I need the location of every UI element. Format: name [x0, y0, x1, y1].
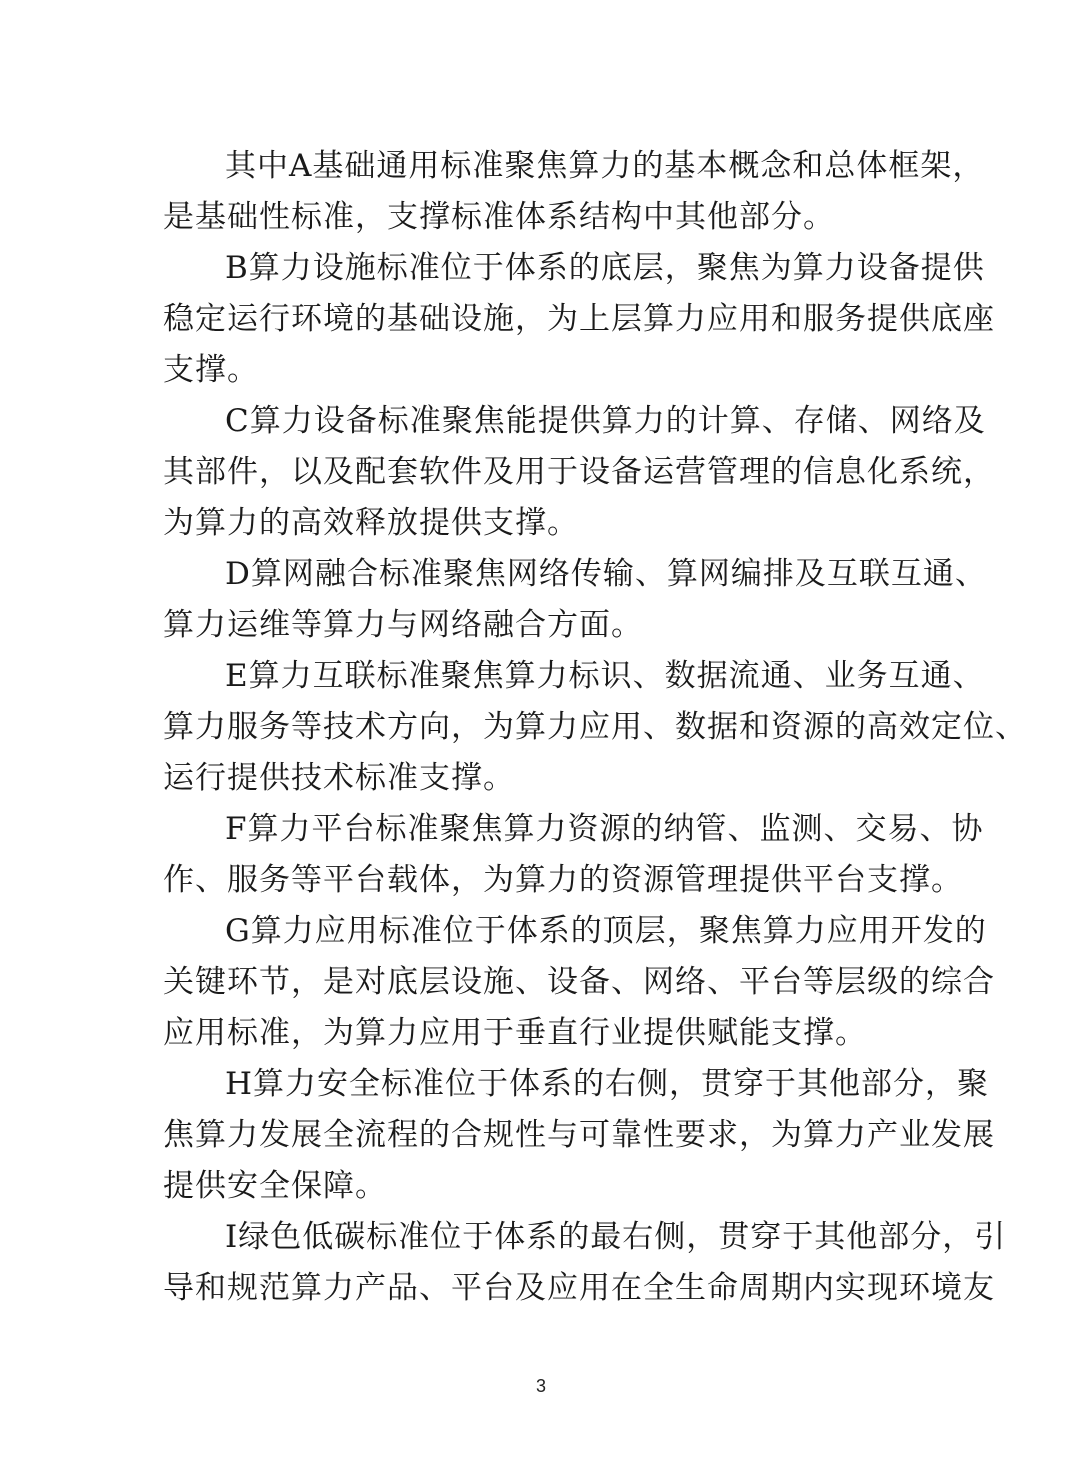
paragraph-line: D算网融合标准聚焦网络传输、算网编排及互联互通、 [225, 556, 987, 592]
paragraph-line: C算力设备标准聚焦能提供算力的计算、存储、网络及 [225, 403, 986, 439]
paragraph-line: 算力服务等技术方向，为算力应用、数据和资源的高效定位、 [163, 709, 1027, 745]
paragraph-line: E算力互联标准聚焦算力标识、数据流通、业务互通、 [225, 658, 985, 694]
paragraph-h [163, 1059, 995, 1212]
paragraph-line: 其中A基础通用标准聚焦算力的基本概念和总体框架， [225, 148, 985, 184]
paragraph-line: 支撑。 [163, 352, 259, 388]
paragraph-line: 焦算力发展全流程的合规性与可靠性要求，为算力产业发展 [163, 1117, 995, 1153]
paragraph-line: 应用标准，为算力应用于垂直行业提供赋能支撑。 [163, 1015, 867, 1051]
paragraph-line: 关键环节，是对底层设施、设备、网络、平台等层级的综合 [163, 964, 995, 1000]
page-number: 3 [535, 1376, 546, 1396]
paragraph-line: 其部件，以及配套软件及用于设备运营管理的信息化系统， [163, 454, 995, 490]
paragraph-d [163, 549, 987, 651]
paragraph-line: I绿色低碳标准位于体系的最右侧，贯穿于其他部分，引 [225, 1219, 1007, 1255]
paragraph-b [163, 243, 995, 396]
paragraph-line: F算力平台标准聚焦算力资源的纳管、监测、交易、协 [225, 811, 984, 847]
paragraph-line: H算力安全标准位于体系的右侧，贯穿于其他部分，聚 [225, 1066, 990, 1102]
paragraph-line: 作、服务等平台载体，为算力的资源管理提供平台支撑。 [163, 862, 963, 898]
paragraph-line: 导和规范算力产品、平台及应用在全生命周期内实现环境友 [163, 1270, 995, 1306]
paragraph-line: 提供安全保障。 [163, 1168, 387, 1204]
paragraph-line: 是基础性标准，支撑标准体系结构中其他部分。 [163, 199, 835, 235]
paragraph-line: 稳定运行环境的基础设施，为上层算力应用和服务提供底座 [163, 301, 995, 337]
paragraph-e [163, 651, 1027, 804]
paragraph-g [163, 906, 995, 1059]
paragraph-line: 运行提供技术标准支撑。 [163, 760, 515, 796]
paragraph-line: 为算力的高效释放提供支撑。 [163, 505, 579, 541]
body-text [163, 141, 1027, 1314]
paragraph-f [163, 804, 984, 906]
paragraph-line: B算力设施标准位于体系的底层，聚焦为算力设备提供 [225, 250, 985, 286]
paragraph-line: G算力应用标准位于体系的顶层，聚焦算力应用开发的 [225, 913, 987, 949]
paragraph-line: 算力运维等算力与网络融合方面。 [163, 607, 643, 643]
paragraph-c [163, 396, 995, 549]
paragraph-i [163, 1212, 1007, 1314]
paragraph-a [163, 141, 985, 243]
